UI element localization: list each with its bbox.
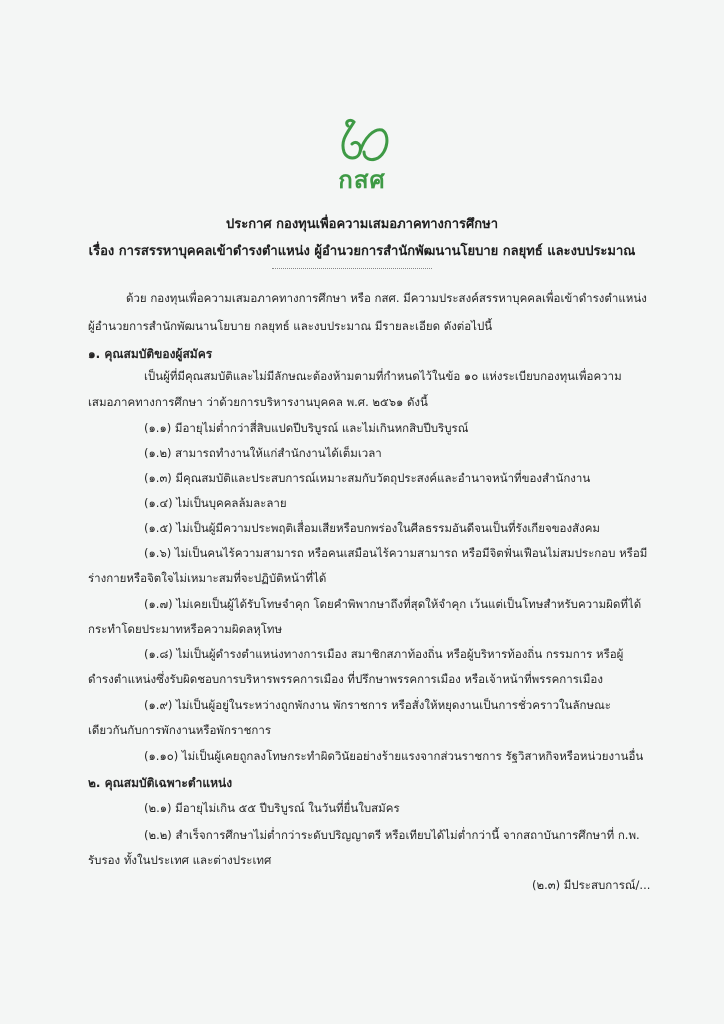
sprout-icon [334, 118, 390, 164]
organization-logo [320, 118, 404, 194]
list-item: เดียวกันกับการพักงานหรือพักราชการ [88, 723, 272, 737]
list-item: (๑.๓) มีคุณสมบัติและประสบการณ์เหมาะสมกับวัตถุประสงค์และอำนาจหน้าที่ของสำนักงาน [144, 471, 591, 485]
list-item: (๑.๕) ไม่เป็นผู้มีความประพฤติเสื่อมเสียหรือบกพร่องในศีลธรรมอันดีจนเป็นที่รังเกียจของสังคม [144, 521, 600, 535]
continuation-note: (๒.๓) มีประสบการณ์/... [532, 878, 651, 892]
list-item: (๑.๖) ไม่เป็นคนไร้ความสามารถ หรือคนเสมือนไร้ความสามารถ หรือมีจิตฟั่นเฟือนไม่สมประกอบ หรือมี [144, 546, 648, 560]
list-item: (๑.๑๐) ไม่เป็นผู้เคยถูกลงโทษกระทำผิดวินัยอย่างร้ายแรงจากส่วนราชการ รัฐวิสาหกิจหรือหน่วยงานอื่น [144, 749, 644, 763]
list-item: รับรอง ทั้งในประเทศ และต่างประเทศ [88, 853, 272, 867]
section-lead: เป็นผู้ที่มีคุณสมบัติและไม่มีลักษณะต้องห้ามตามที่กำหนดไว้ในข้อ ๑๐ แห่งระเบียบกองทุนเพื่อความ [144, 369, 622, 383]
list-item: (๒.๒) สำเร็จการศึกษาไม่ต่ำกว่าระดับปริญญาตรี หรือเทียบได้ไม่ต่ำกว่านี้ จากสถาบันการศึกษาที่ ก.พ. [144, 828, 640, 842]
section-heading: ๒. คุณสมบัติเฉพาะตำแหน่ง [88, 776, 233, 790]
list-item: ร่างกายหรือจิตใจไม่เหมาะสมที่จะปฏิบัติหน้าที่ได้ [88, 571, 327, 585]
list-item: (๑.๒) สามารถทำงานให้แก่สำนักงานได้เต็มเวลา [144, 446, 382, 460]
list-item: (๑.๙) ไม่เป็นผู้อยู่ในระหว่างถูกพักงาน พักราชการ หรือสั่งให้หยุดงานเป็นการชั่วคราวในลักษณะ [144, 698, 611, 712]
list-item: (๑.๘) ไม่เป็นผู้ดำรงตำแหน่งทางการเมือง สมาชิกสภาท้องถิ่น หรือผู้บริหารท้องถิ่น กรรมการ หรือผู้ [144, 647, 624, 661]
section-lead: เสมอภาคทางการศึกษา ว่าด้วยการบริหารงานบุคคล พ.ศ. ๒๕๖๑ ดังนี้ [88, 395, 428, 409]
announcement-subject: เรื่อง การสรรหาบุคคลเข้าดำรงตำแหน่ง ผู้อำนวยการสำนักพัฒนานโยบาย กลยุทธ์ และงบประมาณ [88, 244, 636, 259]
section-heading: ๑. คุณสมบัติของผู้สมัคร [88, 347, 213, 361]
list-item: (๑.๗) ไม่เคยเป็นผู้ได้รับโทษจำคุก โดยคำพิพากษาถึงที่สุดให้จำคุก เว้นแต่เป็นโทษสำหรับความผิดที่ได้ [144, 597, 642, 611]
list-item: (๑.๑) มีอายุไม่ต่ำกว่าสี่สิบแปดปีบริบูรณ์ และไม่เกินหกสิบปีบริบูรณ์ [144, 421, 469, 435]
logo-text: กสศ [338, 166, 386, 194]
intro-line: ด้วย กองทุนเพื่อความเสมอภาคทางการศึกษา หรือ กสศ. มีความประสงค์สรรหาบุคคลเพื่อเข้าดำรงตำแหน่ง [126, 291, 647, 305]
title-divider [272, 268, 432, 269]
announcement-title: ประกาศ กองทุนเพื่อความเสมอภาคทางการศึกษา [225, 217, 499, 232]
intro-line: ผู้อำนวยการสำนักพัฒนานโยบาย กลยุทธ์ และงบประมาณ มีรายละเอียด ดังต่อไปนี้ [88, 319, 493, 333]
list-item: กระทำโดยประมาทหรือความผิดลหุโทษ [88, 622, 283, 636]
list-item: (๑.๔) ไม่เป็นบุคคลล้มละลาย [144, 496, 287, 510]
list-item: ดำรงตำแหน่งซึ่งรับผิดชอบการบริหารพรรคการเมือง ที่ปรึกษาพรรคการเมือง หรือเจ้าหน้าที่พรรคการเมือง [88, 672, 603, 686]
list-item: (๒.๑) มีอายุไม่เกิน ๕๕ ปีบริบูรณ์ ในวันที่ยื่นใบสมัคร [144, 801, 400, 815]
